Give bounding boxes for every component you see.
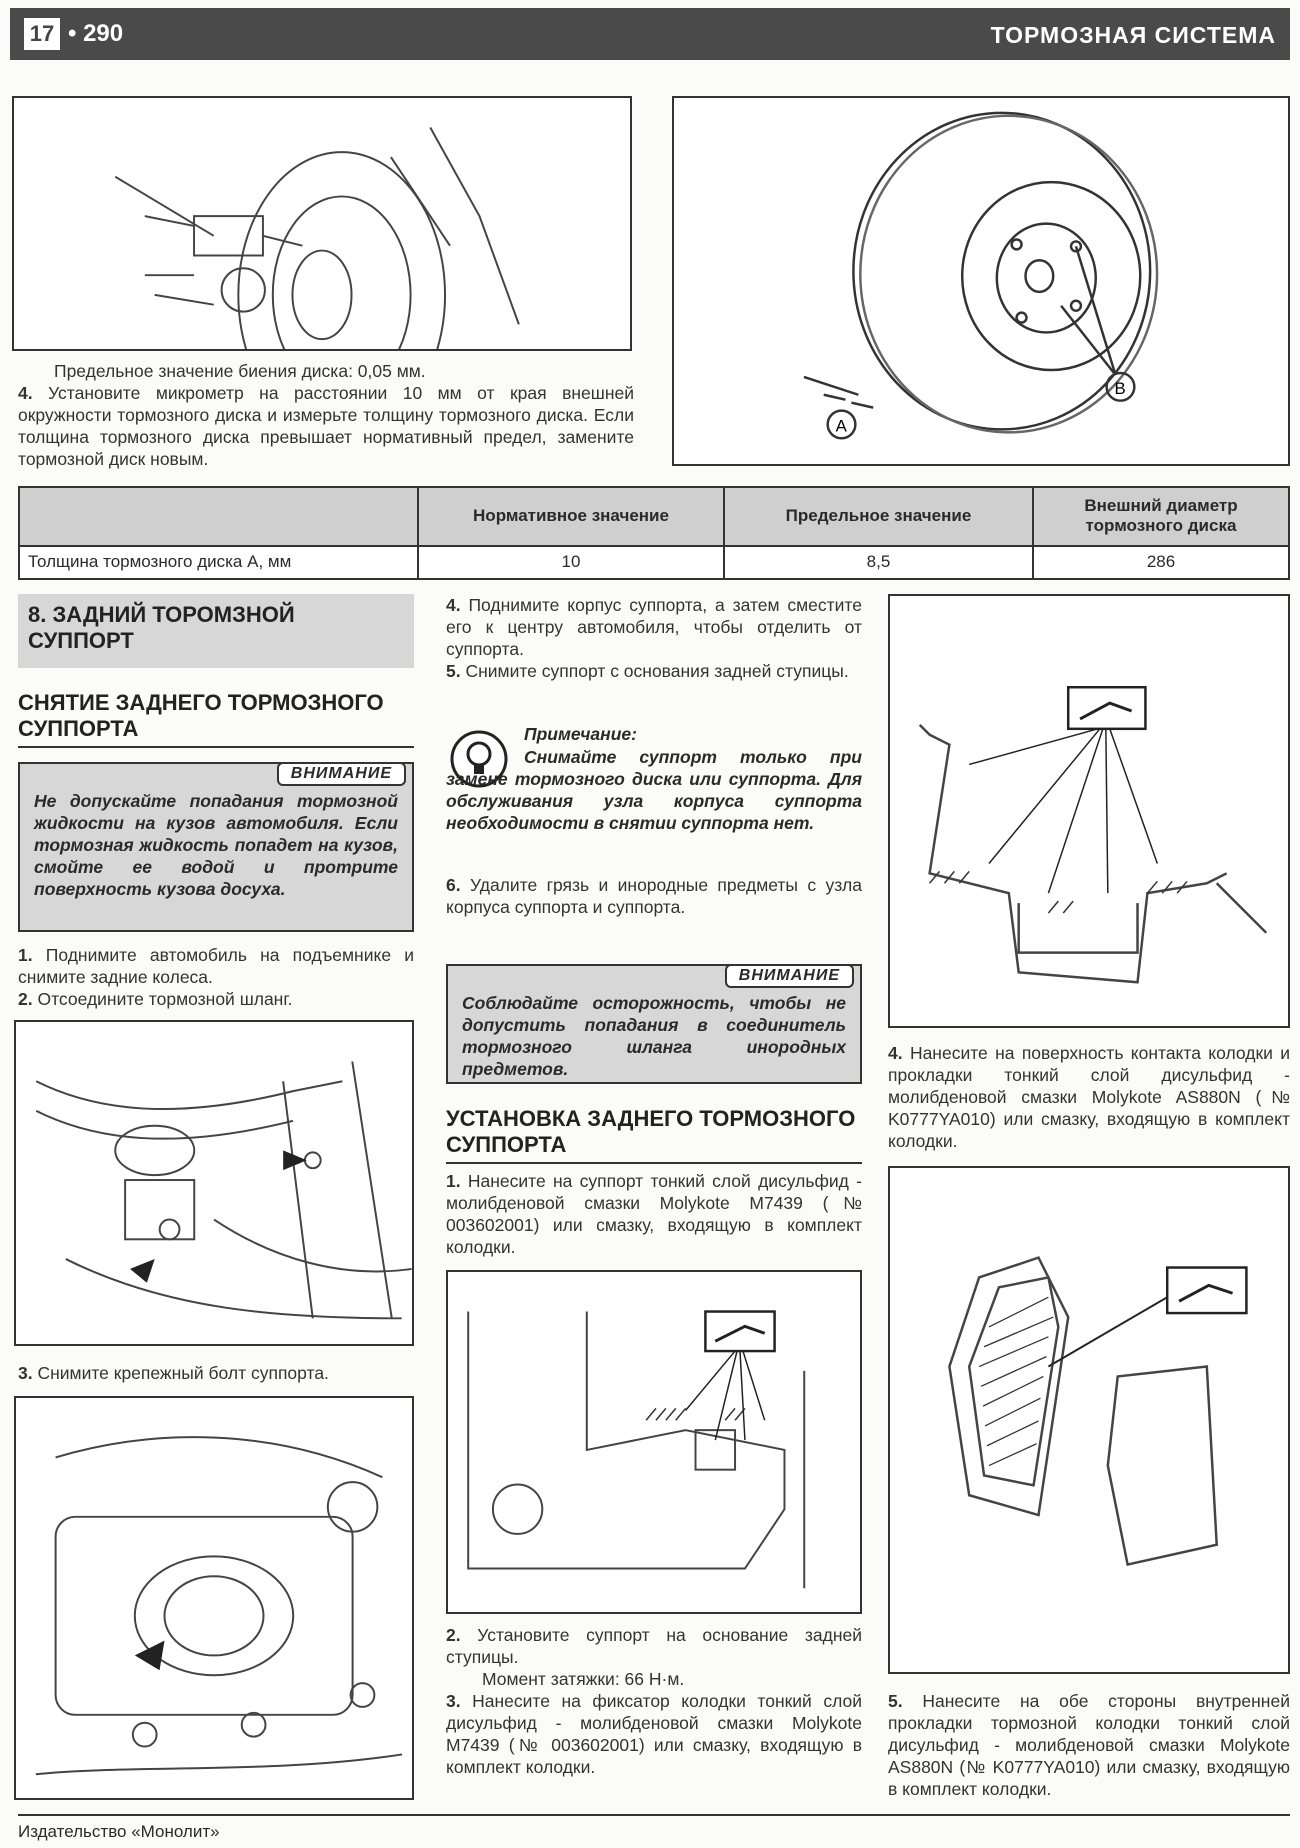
step-number: 1. xyxy=(446,1171,461,1191)
step-number: 4. xyxy=(18,383,33,403)
caliper-bolt-illustration xyxy=(16,1398,412,1798)
step-2 xyxy=(18,988,414,1010)
install-step-5 xyxy=(888,1690,1290,1800)
pad-contact-illustration xyxy=(890,596,1288,1026)
step-3 xyxy=(18,1362,414,1384)
step-text: Нанесите на фиксатор колодки тонкий слой дисульфид - молибденовой смазки Molykote M7439 (№ 003602001) или смазку, входящую в комплект колодки. xyxy=(446,1691,862,1777)
figure-pad-contact-grease xyxy=(888,594,1290,1028)
step-number: 2. xyxy=(18,989,33,1009)
step-text: Снимите крепежный болт суппорта. xyxy=(37,1363,329,1383)
table-cell: 10 xyxy=(418,546,724,579)
removal-step-3 xyxy=(18,1362,414,1384)
note-text: Снимайте суппорт только при замене тормозного диска или суппорта. Для обслуживания узла корпуса суппорта необходимости в снятии суппорта нет. xyxy=(446,747,862,833)
step-number: 5. xyxy=(446,661,461,681)
page-number-value: 290 xyxy=(83,20,124,47)
step-number: 5. xyxy=(888,1691,903,1711)
step-2 xyxy=(446,1624,862,1668)
note-title: Примечание: xyxy=(524,724,637,744)
grease-icon xyxy=(1068,687,1145,729)
step-4-micrometer xyxy=(18,382,634,470)
step-text: Нанесите на суппорт тонкий слой дисульфид - молибденовой смазки Molykote M7439 (№ 003602001) или смазку, входящую в комплект колодки. xyxy=(446,1171,862,1257)
step-5 xyxy=(446,660,862,682)
step-text: Установите микрометр на расстоянии 10 мм от края внешней окружности тормозного диска и измерьте толщину тормозного диска. Если толщина тормозного диска превышает нормативный предел, замените тормозной диск новым. xyxy=(18,383,634,469)
table-header-cell: Внешний диаметр тормозного диска xyxy=(1033,487,1289,546)
disc-label-a: A xyxy=(835,416,847,436)
runout-text-block xyxy=(18,360,634,470)
removal-steps-1-2 xyxy=(18,944,414,1010)
step-3 xyxy=(446,1690,862,1778)
disc-label-b: B xyxy=(1114,378,1126,398)
grease-icon xyxy=(1167,1268,1246,1314)
step-text: Удалите грязь и инородные предметы с узла корпуса суппорта и суппорта. xyxy=(446,875,862,917)
step-6 xyxy=(446,874,862,918)
table-header-cell: Предельное значение xyxy=(724,487,1033,546)
torque-spec: Момент затяжки: 66 Н·м. xyxy=(482,1669,685,1689)
step-1 xyxy=(446,1170,862,1258)
section-heading-box xyxy=(18,594,414,668)
chapter-number: 17 xyxy=(24,18,60,50)
removal-heading: СНЯТИЕ ЗАДНЕГО ТОРМОЗНОГО СУППОРТА xyxy=(18,690,414,748)
publisher: Издательство «Монолит» xyxy=(18,1822,220,1841)
brake-pad-illustration xyxy=(890,1168,1288,1672)
step-text: Снимите суппорт с основания задней ступицы. xyxy=(465,661,849,681)
runout-limit: Предельное значение биения диска: 0,05 мм. xyxy=(54,361,426,381)
install-step-1 xyxy=(446,1170,862,1258)
table-header-row xyxy=(19,487,1289,546)
section-heading: 8. ЗАДНИЙ ТОРОМЗНОЙ СУППОРТ xyxy=(28,602,295,653)
page-header xyxy=(10,8,1290,60)
table-header-cell: Нормативное значение xyxy=(418,487,724,546)
figure-brake-disc xyxy=(672,96,1290,466)
brake-disc-illustration xyxy=(674,98,1288,464)
step-text: Поднимите корпус суппорта, а затем сместите его к центру автомобиля, чтобы отделить от суппорта. xyxy=(446,595,862,659)
install-heading: УСТАНОВКА ЗАДНЕГО ТОРМОЗНОГО СУППОРТА xyxy=(446,1106,862,1164)
removal-step-6 xyxy=(446,874,862,918)
step-text: Поднимите автомобиль на подъемнике и снимите задние колеса. xyxy=(18,945,414,987)
step-text: Отсоедините тормозной шланг. xyxy=(37,989,293,1009)
figure-brake-hose xyxy=(14,1020,414,1346)
footer-rule xyxy=(18,1814,1290,1816)
disc-spec-table xyxy=(18,486,1290,580)
removal-steps-4-5 xyxy=(446,594,862,682)
warning-box-middle xyxy=(446,964,862,1084)
step-number: 3. xyxy=(446,1691,461,1711)
runout-illustration xyxy=(14,98,630,349)
step-4 xyxy=(446,594,862,660)
table-cell: 286 xyxy=(1033,546,1289,579)
step-number: 4. xyxy=(888,1043,903,1063)
figure-brake-pad xyxy=(888,1166,1290,1674)
figure-runout-measurement xyxy=(12,96,632,351)
page-number: • 290 xyxy=(68,20,124,47)
step-number: 6. xyxy=(446,875,461,895)
grease-icon xyxy=(705,1312,774,1352)
step-number: 3. xyxy=(18,1363,33,1383)
warning-text: Не допускайте попадания тормозной жидкости на кузов автомобиля. Если тормозная жидкость попадет на кузов, смойте ее водой и протрите поверхность кузова досуха. xyxy=(34,791,398,899)
table-header-cell xyxy=(19,487,418,546)
step-text: Нанесите на поверхность контакта колодки и прокладки тонкий слой дисульфид - молибденовой смазки Molykote AS880N (№ K0777YA010) или смазку, входящую в комплект колодки. xyxy=(888,1043,1290,1151)
note-block xyxy=(446,724,862,864)
figure-caliper-grease xyxy=(446,1270,862,1614)
step-number: 2. xyxy=(446,1625,461,1645)
warning-text: Соблюдайте осторожность, чтобы не допустить попадания в соединитель тормозного шланга инородных предметов. xyxy=(462,993,846,1079)
brake-hose-illustration xyxy=(16,1022,412,1344)
figure-caliper-bolt xyxy=(14,1396,414,1800)
step-4 xyxy=(888,1042,1290,1152)
table-row xyxy=(19,546,1289,579)
table-cell: Толщина тормозного диска А, мм xyxy=(19,546,418,579)
caliper-grease-illustration xyxy=(448,1272,860,1612)
warning-tag: ВНИМАНИЕ xyxy=(277,762,406,786)
warning-tag: ВНИМАНИЕ xyxy=(725,964,854,988)
step-5 xyxy=(888,1690,1290,1800)
step-text: Нанесите на обе стороны внутренней прокладки тормозной колодки тонкий слой дисульфид - молибденовой смазки Molykote AS880N (№ K0777YA010) или смазку, входящую в комплект колодки. xyxy=(888,1691,1290,1799)
step-text: Установите суппорт на основание задней ступицы. xyxy=(446,1625,862,1667)
warning-box-left xyxy=(18,762,414,932)
step-1 xyxy=(18,944,414,988)
step-number: 4. xyxy=(446,595,461,615)
step-number: 1. xyxy=(18,945,33,965)
section-title: ТОРМОЗНАЯ СИСТЕМА xyxy=(990,22,1276,48)
table-cell: 8,5 xyxy=(724,546,1033,579)
install-step-4 xyxy=(888,1042,1290,1152)
install-steps-2-3 xyxy=(446,1624,862,1778)
